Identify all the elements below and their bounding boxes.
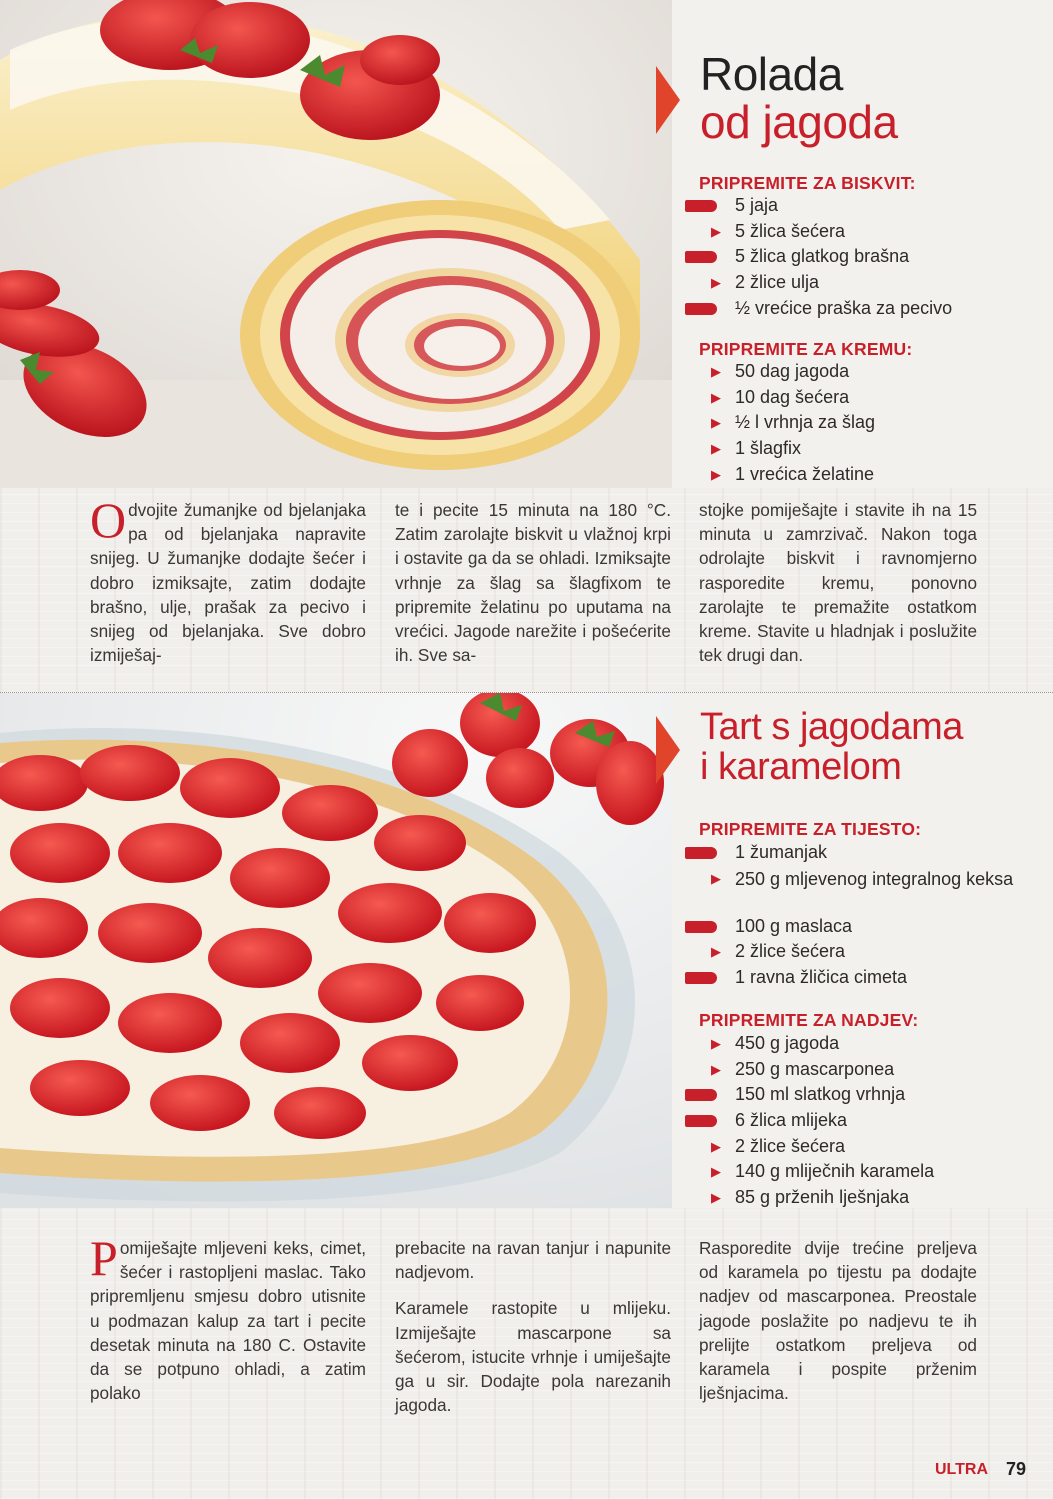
recipe1-title-line1: Rolada [700, 48, 843, 100]
ingredient-item [699, 866, 1013, 914]
bullet-arrow-icon: ▶ [711, 1190, 721, 1206]
ingredient-item [699, 965, 1013, 991]
ingredient-text: 6 žlica mlijeka [735, 1110, 848, 1131]
ingredient-item [699, 1159, 934, 1185]
recipe2-column2-paragraph1: prebacite na ravan tanjur i napunite nadjevom. [395, 1238, 671, 1283]
ingredient-item [699, 840, 1013, 866]
ingredient-text: 85 g prženih lješnjaka [735, 1187, 910, 1208]
recipe2-section2-heading: PRIPREMITE ZA NADJEV: [699, 1010, 919, 1030]
strawberry-tart-photo [0, 693, 672, 1208]
ingredient-item [699, 1185, 934, 1211]
bullet-arrow-icon: ▶ [711, 1138, 721, 1154]
ingredient-item [699, 385, 875, 411]
bullet-arrow-icon: ▶ [711, 944, 721, 960]
recipe1-title-line2: od jagoda [700, 96, 898, 149]
ingredient-text: 250 g mascarponea [735, 1058, 895, 1079]
recipe1-column3-text: stojke pomiješajte i stavite ih na 15 minuta u zamrzivač. Nakon toga odrolajte biskvit i ravnomjerno rasporedite kremu, ponovno zarolajte te premažite ostatkom kreme. Stavite u hladnjak i poslužite tek drugi dan. [699, 500, 977, 666]
ingredient-text: 140 g mliječnih karamela [735, 1161, 935, 1182]
recipe1-column1-text: dvojite žumanjke od bjelanjaka pa od bjelanjaka napravite snijeg. U žumanjke dodajte šećer i dobro izmiksajte, zatim dodajte brašno, ulje, prašak za pecivo i snijeg od bjelanjaka. Sve dobro izmiješaj- [90, 500, 366, 666]
ingredient-text: 2 žlice šećera [735, 1135, 846, 1156]
bullet-arrow-icon: ▶ [711, 870, 721, 886]
ingredient-item [699, 1108, 934, 1134]
bullet-arrow-icon: ▶ [711, 1036, 721, 1051]
bullet-arrow-icon: ▶ [711, 466, 721, 482]
ingredient-text: ½ vrećice praška za pecivo [735, 297, 953, 318]
recipe2-column1 [90, 1230, 366, 1405]
title-marker-arrow-2 [656, 716, 680, 784]
ingredient-item [699, 1057, 934, 1083]
ingredient-item [699, 296, 952, 322]
ultra-badge-icon [685, 251, 717, 263]
ingredient-item [699, 939, 1013, 965]
ultra-badge-icon [685, 972, 717, 984]
section-divider [0, 692, 1053, 693]
recipe1-column1 [90, 492, 366, 667]
bullet-arrow-icon: ▶ [711, 389, 721, 405]
strawberry-roll-photo [0, 0, 672, 488]
ingredient-text: 50 dag jagoda [735, 361, 850, 381]
ingredient-item [699, 1082, 934, 1108]
ingredient-text: 100 g maslaca [735, 915, 853, 936]
ingredient-text: 5 žlica glatkog brašna [735, 246, 910, 267]
ingredient-item [699, 219, 952, 245]
ingredient-item [699, 436, 875, 462]
recipe1-column2 [395, 498, 671, 667]
bullet-arrow-icon: ▶ [711, 1061, 721, 1077]
ingredient-item [699, 1134, 934, 1160]
ultra-badge-icon [685, 1089, 717, 1101]
bullet-arrow-icon: ▶ [711, 1164, 721, 1180]
recipe2-section2-list [699, 1031, 934, 1211]
ingredient-text: 1 vrećica želatine [735, 463, 875, 484]
ingredient-item [699, 410, 875, 436]
ingredient-item [699, 1031, 934, 1057]
recipe1-column3 [699, 498, 977, 667]
ingredient-text: 2 žlice šećera [735, 941, 846, 962]
ingredient-text: 2 žlice ulja [735, 272, 820, 293]
footer-brand: ULTRA [935, 1461, 989, 1478]
title-marker-arrow [656, 66, 680, 134]
ultra-badge-icon [685, 1115, 717, 1127]
ingredient-item [699, 270, 952, 296]
bullet-arrow-icon: ▶ [711, 364, 721, 379]
ingredient-item [699, 914, 1013, 940]
ingredient-text: 150 ml slatkog vrhnja [735, 1084, 906, 1105]
bullet-arrow-icon: ▶ [711, 415, 721, 431]
ingredient-item [699, 244, 952, 270]
ingredient-text: 10 dag šećera [735, 386, 850, 407]
recipe2-column2 [395, 1236, 671, 1429]
recipe2-column3 [699, 1236, 977, 1405]
ingredient-item [699, 359, 875, 385]
ingredient-text: 5 žlica šećera [735, 220, 846, 241]
recipe1-title [700, 50, 898, 147]
ingredient-text: 5 jaja [735, 195, 779, 215]
bullet-arrow-icon: ▶ [711, 441, 721, 457]
recipe2-title-line1: Tart s jagodama [700, 706, 963, 748]
recipe2-section1-heading: PRIPREMITE ZA TIJESTO: [699, 819, 922, 839]
ingredient-text: ½ l vrhnja za šlag [735, 412, 876, 433]
recipe2-column3-text: Rasporedite dvije trećine preljeva od karamela po tijestu pa dodajte nadjev od mascarponea. Preostale jagode poslažite po nadjevu te ih prelijte ostatkom preljeva od karamela i pospite prženim lješnjacima. [699, 1238, 977, 1404]
recipe2-dropcap: P [90, 1230, 118, 1286]
recipe1-section2-heading: PRIPREMITE ZA KREMU: [699, 339, 913, 359]
ingredient-item [699, 193, 952, 219]
ultra-badge-icon [685, 847, 717, 859]
recipe2-column1-text: omiješajte mljeveni keks, cimet, šećer i rastopljeni maslac. Tako pripremljenu smjesu dobro utisnite u podmazan kalup za tart i pecite desetak minuta na 180 C. Ostavite da se potpuno ohladi, a zatim polako [90, 1238, 366, 1404]
recipe2-title [700, 708, 963, 788]
ingredient-item [699, 462, 875, 488]
recipe2-title-line2: i karamelom [700, 745, 902, 788]
recipe2-section1-list [699, 840, 1013, 991]
page-number: 79 [1006, 1459, 1027, 1479]
ingredient-text: 1 šlagfix [735, 438, 802, 459]
ultra-badge-icon [685, 303, 717, 315]
recipe1-section2-list [699, 359, 875, 487]
recipe2-column2-paragraph2: Karamele rastopite u mlijeku. Izmiješajte mascarpone sa šećerom, istucite vrhnje i umiješajte ga u sir. Dodajte pola narezanih jagoda. [395, 1298, 671, 1416]
ingredient-text: 450 g jagoda [735, 1033, 840, 1053]
recipe1-column2-text: te i pecite 15 minuta na 180 °C. Zatim zarolajte biskvit u vlažnoj krpi i ostavite ga da se ohladi. Izmiksajte vrhnje za šlag sa šlagfixom te pripremite želatinu po uputama na vrećici. Jagode narežite i pošećerite ih. Sve sa- [395, 500, 671, 666]
ingredient-text: 1 žumanjak [735, 842, 828, 862]
recipe1-section1-heading: PRIPREMITE ZA BISKVIT: [699, 173, 916, 193]
ingredient-text: 1 ravna žličica cimeta [735, 967, 908, 988]
ultra-badge-icon [685, 200, 717, 212]
bullet-arrow-icon: ▶ [711, 223, 721, 239]
recipe1-section1-list [699, 193, 952, 321]
bullet-arrow-icon: ▶ [711, 275, 721, 291]
recipe1-dropcap: O [90, 492, 127, 548]
ultra-badge-icon [685, 921, 717, 933]
ingredient-text: 250 g mljevenog integralnog keksa [735, 868, 1014, 889]
